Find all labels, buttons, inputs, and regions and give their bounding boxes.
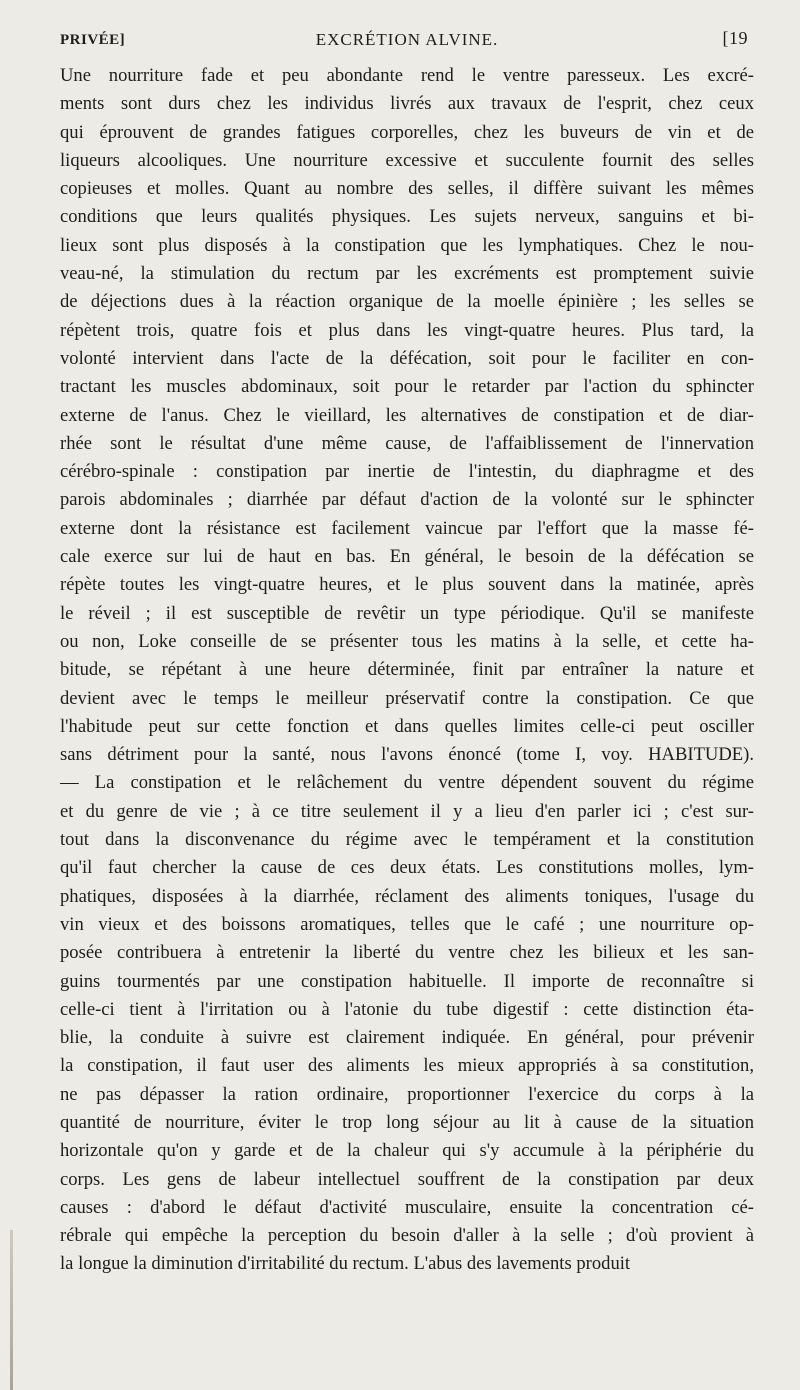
text-line: guins tourmentés par une constipation habituelle. Il importe de reconnaître si xyxy=(60,970,754,992)
text-line: blie, la conduite à suivre est clairement indiquée. En général, pour prévenir xyxy=(60,1027,754,1049)
text-line: quantité de nourriture, éviter le trop long séjour au lit à cause de la situation xyxy=(60,1111,754,1133)
text-line: liqueurs alcooliques. Une nourriture excessive et succulente fournit des selles xyxy=(60,149,754,171)
text-line: causes : d'abord le défaut d'activité musculaire, ensuite la concentration cé- xyxy=(60,1196,754,1218)
text-line: devient avec le temps le meilleur préservatif contre la constipation. Ce que xyxy=(60,687,754,709)
text-line: qu'il faut chercher la cause de ces deux états. Les constitutions molles, lym- xyxy=(60,857,754,879)
text-line: et du genre de vie ; à ce titre seulement il y a lieu d'en parler ici ; c'est sur- xyxy=(60,800,754,822)
text-line: volonté intervient dans l'acte de la défécation, soit pour le faciliter en con- xyxy=(60,347,754,369)
text-line: la constipation, il faut user des aliments les mieux appropriés à sa constitution, xyxy=(60,1055,754,1077)
text-line: cérébro-spinale : constipation par inertie de l'intestin, du diaphragme et des xyxy=(60,461,754,483)
text-line: phatiques, disposées à la diarrhée, réclament des aliments toniques, l'usage du xyxy=(60,885,754,907)
text-line: cale exerce sur lui de haut en bas. En général, le besoin de la défécation se xyxy=(60,546,754,568)
text-line: conditions que leurs qualités physiques. Les sujets nerveux, sanguins et bi- xyxy=(60,206,754,228)
text-line: corps. Les gens de labeur intellectuel souffrent de la constipation par deux xyxy=(60,1168,754,1190)
text-line: vin vieux et des boissons aromatiques, telles que le café ; une nourriture op- xyxy=(60,913,754,935)
text-line: parois abdominales ; diarrhée par défaut d'action de la volonté sur le sphincter xyxy=(60,489,754,511)
text-line: veau-né, la stimulation du rectum par les excréments est promptement suivie xyxy=(60,263,754,285)
text-line: sans détriment pour la santé, nous l'avons énoncé (tome I, voy. HABITUDE). xyxy=(60,744,754,766)
margin-mark xyxy=(10,1230,13,1390)
body-paragraph xyxy=(60,62,754,1279)
text-line: ou non, Loke conseille de se présenter tous les matins à la selle, et cette ha- xyxy=(60,630,754,652)
text-line: rébrale qui empêche la perception du besoin d'aller à la selle ; d'où provient à xyxy=(60,1225,754,1247)
text-line: Une nourriture fade et peu abondante rend le ventre paresseux. Les excré- xyxy=(60,65,754,86)
section-label: PRIVÉE] xyxy=(60,32,126,48)
text-line: bitude, se répétant à une heure déterminée, finit par entraîner la nature et xyxy=(60,659,754,681)
text-line: rhée sont le résultat d'une même cause, de l'affaiblissement de l'innervation xyxy=(60,432,754,454)
page-number: [19 xyxy=(722,28,748,48)
text-line: qui éprouvent de grandes fatigues corporelles, chez les buveurs de vin et de xyxy=(60,121,754,143)
text-line: lieux sont plus disposés à la constipation que les lymphatiques. Chez le nou- xyxy=(60,234,754,256)
text-line: l'habitude peut sur cette fonction et dans quelles limites celle-ci peut osciller xyxy=(60,715,754,737)
text-line: ne pas dépasser la ration ordinaire, proportionner l'exercice du corps à la xyxy=(60,1083,754,1105)
text-line: la longue la diminution d'irritabilité du rectum. L'abus des lavements produit xyxy=(60,1253,631,1275)
text-line: tractant les muscles abdominaux, soit pour le retarder par l'action du sphincter xyxy=(60,376,754,398)
text-line: tout dans la disconvenance du régime avec le tempérament et la constitution xyxy=(60,829,754,851)
text-line: externe dont la résistance est facilement vaincue par l'effort que la masse fé- xyxy=(60,517,754,539)
text-line: posée contribuera à entretenir la liberté du ventre chez les bilieux et les san- xyxy=(60,942,754,964)
text-line: celle-ci tient à l'irritation ou à l'atonie du tube digestif : cette distinction éta- xyxy=(60,998,754,1020)
text-line: de déjections dues à la réaction organique de la moelle épinière ; les selles se xyxy=(60,291,754,313)
running-head xyxy=(60,22,754,62)
text-line: — La constipation et le relâchement du ventre dépendent souvent du régime xyxy=(60,772,754,794)
text-line: ments sont durs chez les individus livrés aux travaux de l'esprit, chez ceux xyxy=(60,93,754,115)
text-line: horizontale qu'on y garde et de la chaleur qui s'y accumule à la périphérie du xyxy=(60,1140,754,1162)
text-line: le réveil ; il est susceptible de revêtir un type périodique. Qu'il se manifeste xyxy=(60,602,754,624)
text-line: répètent trois, quatre fois et plus dans les vingt-quatre heures. Plus tard, la xyxy=(60,319,754,341)
text-line: copieuses et molles. Quant au nombre des selles, il diffère suivant les mêmes xyxy=(60,178,754,200)
chapter-title: EXCRÉTION ALVINE. xyxy=(315,30,499,49)
text-line: externe de l'anus. Chez le vieillard, les alternatives de constipation et de diar- xyxy=(60,404,754,426)
text-line: répète toutes les vingt-quatre heures, et le plus souvent dans la matinée, après xyxy=(60,574,754,596)
